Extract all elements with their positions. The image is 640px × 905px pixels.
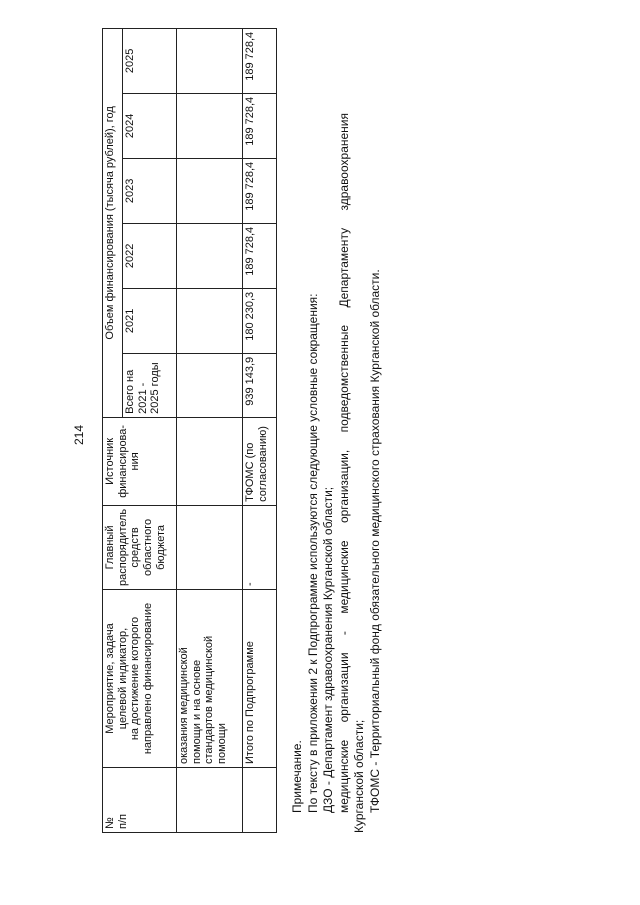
cell-value: 189 728,4 (243, 223, 277, 288)
header-num: № п/п (103, 768, 177, 833)
cell-manager: - (243, 505, 277, 589)
cell-total (177, 353, 243, 417)
header-source: Источник финансирова- ния (103, 417, 177, 505)
notes-block (290, 113, 383, 833)
cell-value: 180 230,3 (243, 288, 277, 353)
cell-activity: Итого по Подпрограмме (243, 590, 277, 768)
notes-intro: По тексту в приложении 2 к Подпрограмме используются следующие условные сокращения: (305, 293, 320, 813)
notes-mo-line1: медицинские организации - медицинские организации, подведомственные Департаменту здравоохранения (336, 113, 351, 813)
financing-table (102, 28, 277, 833)
cell-num (177, 768, 243, 833)
notes-dzo: ДЗО - Департамент здравоохранения Курганской области; (321, 486, 335, 813)
cell-value (177, 223, 243, 288)
cell-manager (177, 505, 243, 589)
notes-tfoms: ТФОМС - Территориальный фонд обязательного медицинского страхования Курганской области. (367, 269, 382, 813)
cell-total: 939 143,9 (243, 353, 277, 417)
cell-source: ТФОМС (по согласованию) (243, 417, 277, 505)
cell-value: 189 728,4 (243, 158, 277, 223)
header-total: Всего на 2021 - 2025 годы (123, 353, 177, 417)
header-manager: Главный распорядитель средств областного бюджета (103, 505, 177, 589)
cell-source (177, 417, 243, 505)
cell-num (243, 768, 277, 833)
header-year: 2024 (123, 93, 177, 158)
cell-value (177, 93, 243, 158)
table-row (243, 28, 277, 832)
cell-value: 189 728,4 (243, 28, 277, 93)
header-year: 2021 (123, 288, 177, 353)
cell-value (177, 28, 243, 93)
table-row (177, 28, 243, 832)
cell-activity: оказания медицинской помощи и на основе стандартов медицинской помощи (177, 590, 243, 768)
notes-title: Примечание. (290, 740, 304, 813)
header-activity: Мероприятие, задача целевой индикатор, на достижение которого направлено финансирование (103, 590, 177, 768)
header-year: 2025 (123, 28, 177, 93)
cell-value: 189 728,4 (243, 93, 277, 158)
notes-mo-line2: Курганской области; (352, 719, 366, 833)
header-year: 2023 (123, 158, 177, 223)
cell-value (177, 288, 243, 353)
cell-value (177, 158, 243, 223)
page-number: 214 (72, 424, 86, 445)
header-volume: Объем финансирования (тысяча рублей), год (103, 28, 123, 417)
header-year: 2022 (123, 223, 177, 288)
